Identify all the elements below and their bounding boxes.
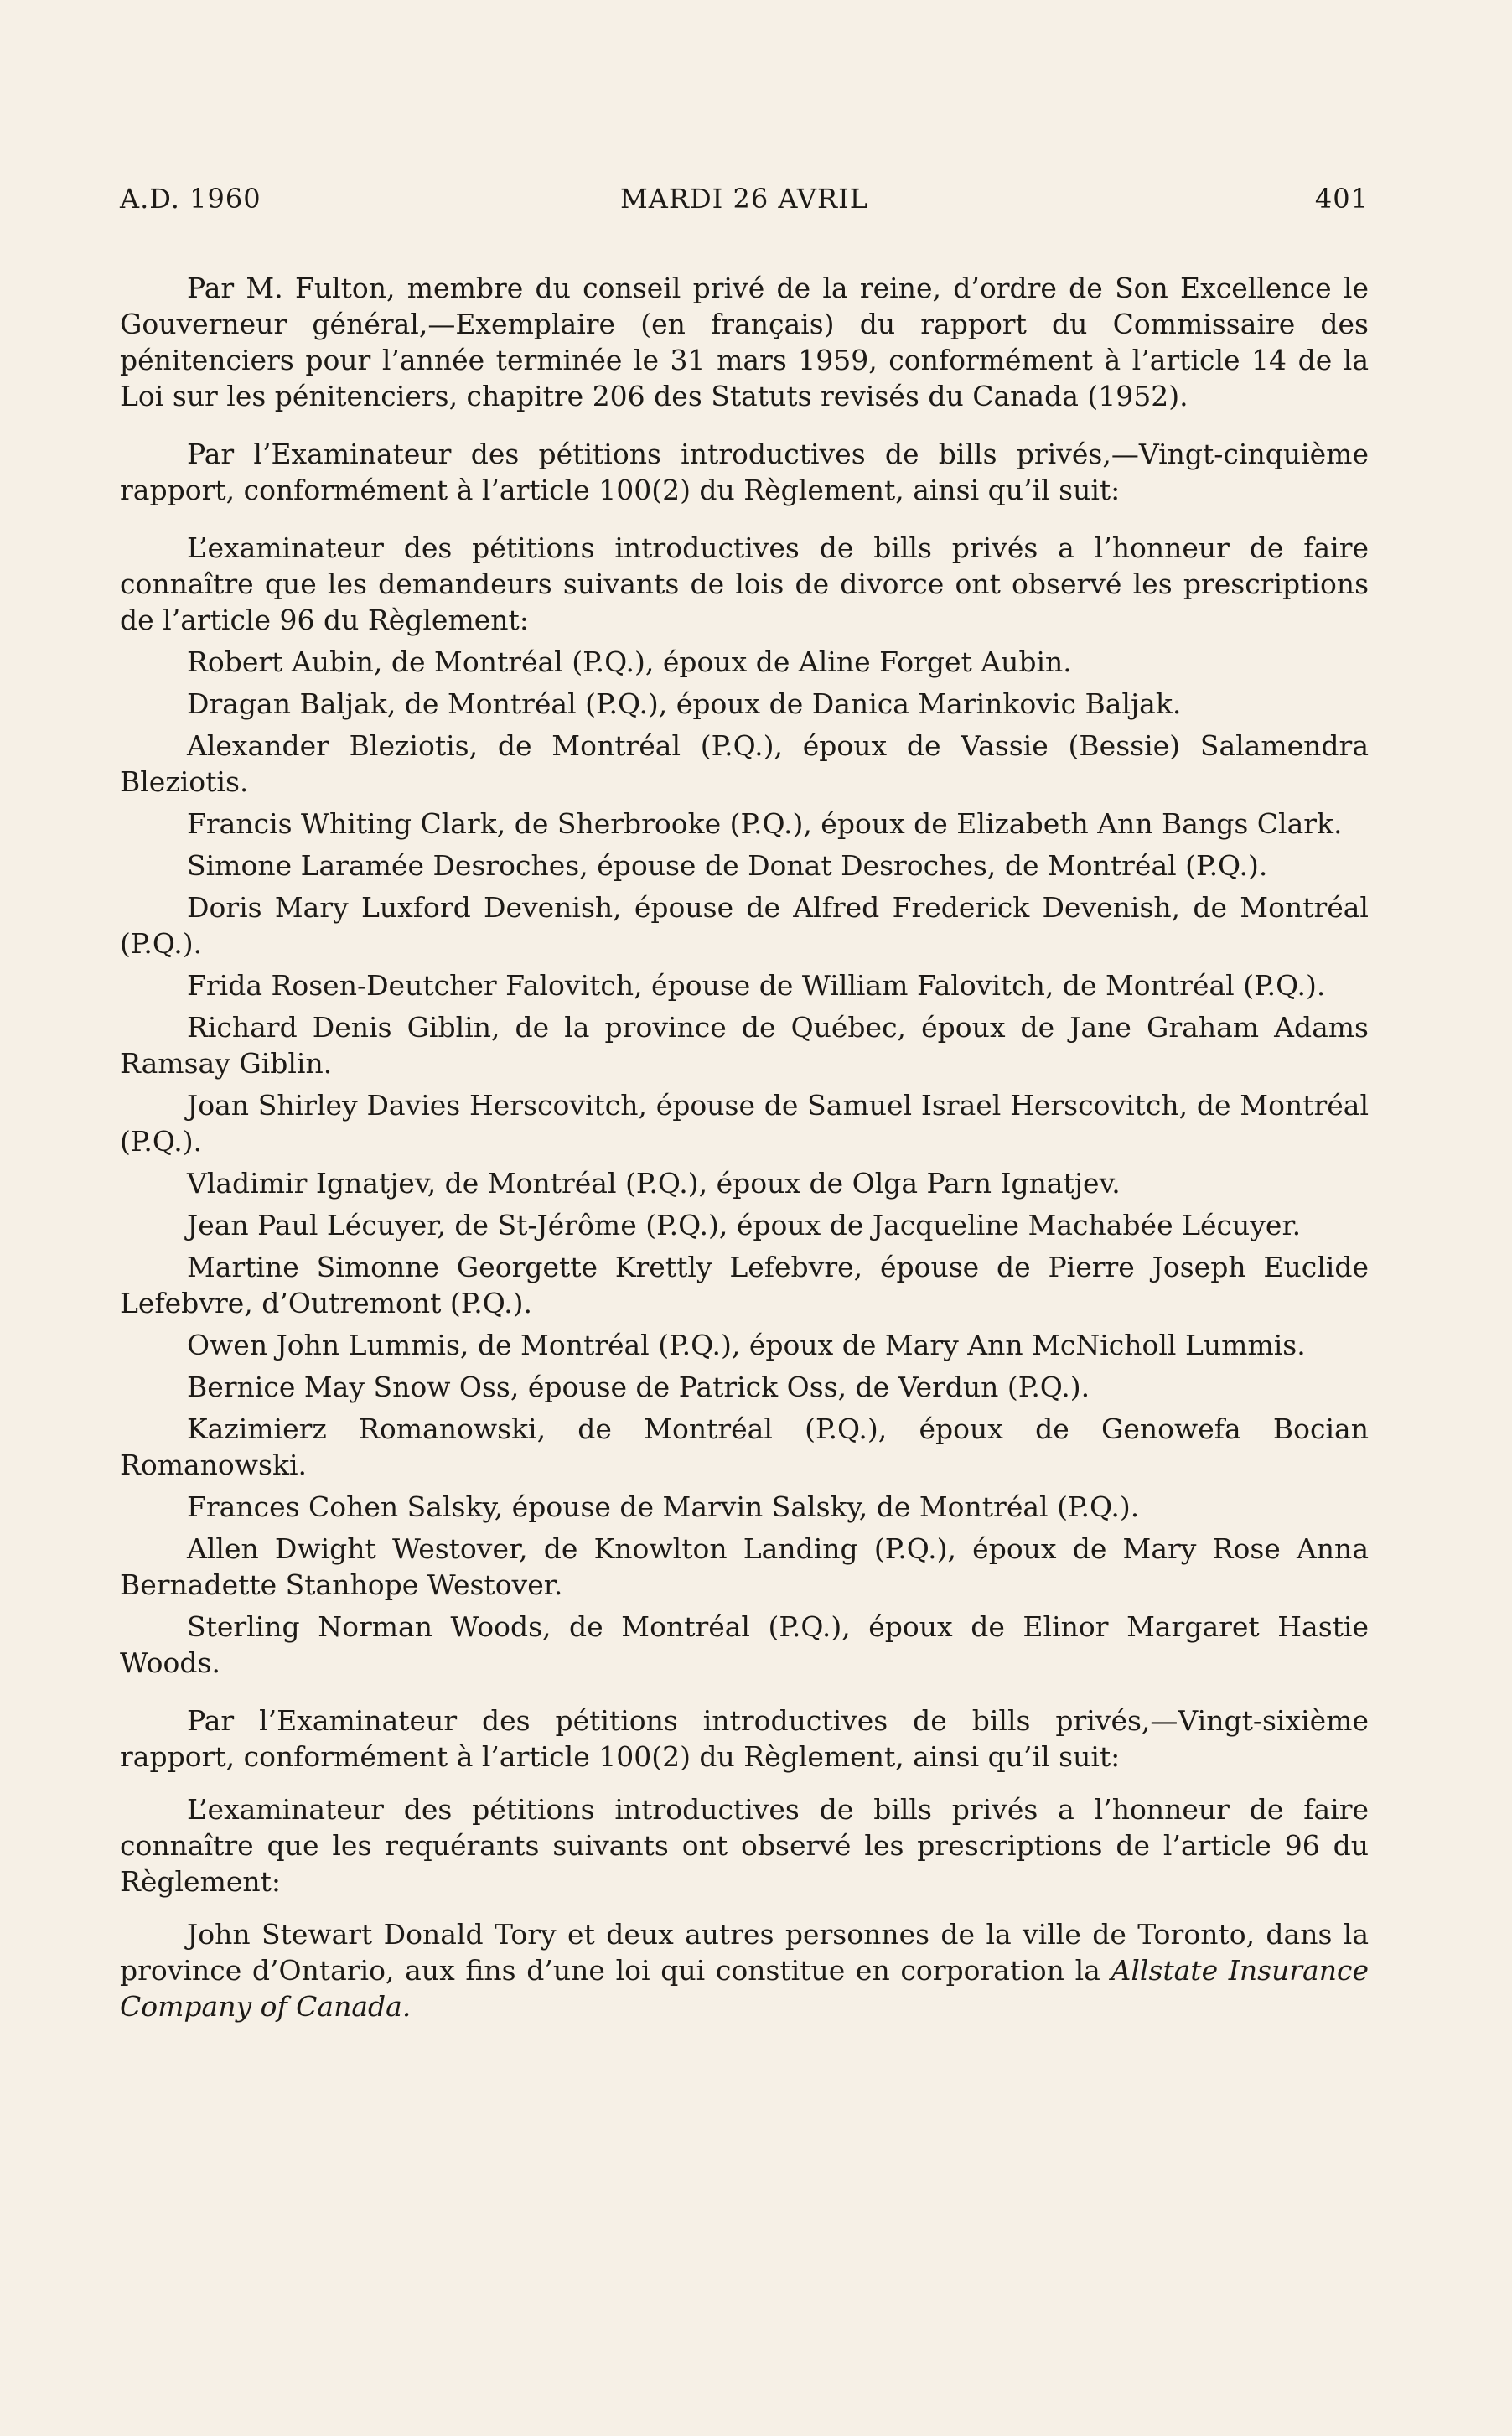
list-item: Sterling Norman Woods, de Montréal (P.Q.), époux de Elinor Margaret Hastie Woods. — [120, 1610, 1369, 1679]
paragraph-incorporation-intro: L’examinateur des pétitions introductives de bills privés a l’honneur de faire connaître que les requérants suivants ont observé les prescriptions de l’article 96 du Règlement: — [120, 1793, 1369, 1898]
paragraph-fulton-report: Par M. Fulton, membre du conseil privé de la reine, d’ordre de Son Excellence le Gouverneur général,—Exemplaire (en français) du rapport du Commissaire des pénitenciers pour l’année terminée le 31 mars 1959, conformément à l’article 14 de la Loi sur les pénitenciers, chapitre 206 des Statuts revisés du Canada (1952). — [120, 272, 1369, 412]
allstate-bill-text: John Stewart Donald Tory et deux autres personnes de la ville de Toronto, dans la province d’Ontario, aux fins d’une loi qui constitue en corporation la — [120, 1918, 1369, 1987]
header-date: MARDI 26 AVRIL — [620, 183, 868, 215]
list-item: Alexander Bleziotis, de Montréal (P.Q.), époux de Vassie (Bessie) Salamendra Bleziotis. — [120, 729, 1369, 798]
paragraph-allstate-bill — [120, 1916, 1369, 2024]
company-name: Allstate Insurance Company of Canada. — [120, 1954, 1369, 2023]
list-item: Kazimierz Romanowski, de Montréal (P.Q.), époux de Genowefa Bocian Romanowski. — [120, 1412, 1369, 1481]
list-item: Jean Paul Lécuyer, de St-Jérôme (P.Q.), époux de Jacqueline Machabée Lécuyer. — [187, 1209, 1302, 1241]
list-item: Bernice May Snow Oss, épouse de Patrick Oss, de Verdun (P.Q.). — [187, 1371, 1090, 1403]
petitioner-list — [120, 644, 1369, 1681]
list-item: Richard Denis Giblin, de la province de Québec, époux de Jane Graham Adams Ramsay Giblin. — [120, 1011, 1369, 1080]
list-item: Simone Laramée Desroches, épouse de Donat Desroches, de Montréal (P.Q.). — [187, 849, 1268, 882]
list-item: Vladimir Ignatjev, de Montréal (P.Q.), époux de Olga Parn Ignatjev. — [187, 1167, 1121, 1200]
page-header — [120, 183, 1369, 216]
page-number: 401 — [1314, 183, 1369, 215]
list-item: Joan Shirley Davies Herscovitch, épouse de Samuel Israel Herscovitch, de Montréal (P.Q.). — [120, 1089, 1369, 1158]
list-item: Frances Cohen Salsky, épouse de Marvin Salsky, de Montréal (P.Q.). — [187, 1490, 1140, 1523]
list-item: Martine Simonne Georgette Krettly Lefebvre, épouse de Pierre Joseph Euclide Lefebvre, d’Outremont (P.Q.). — [120, 1251, 1369, 1319]
paragraph-26th-report: Par l’Examinateur des pétitions introductives de bills privés,—Vingt-sixième rapport, conformément à l’article 100(2) du Règlement, ainsi qu’il suit: — [120, 1704, 1369, 1773]
paragraph-25th-report: Par l’Examinateur des pétitions introductives de bills privés,—Vingt-cinquième rapport, conformément à l’article 100(2) du Règlement, ainsi qu’il suit: — [120, 438, 1369, 506]
paragraph-divorce-intro: L’examinateur des pétitions introductives de bills privés a l’honneur de faire connaître que les demandeurs suivants de lois de divorce ont observé les prescriptions de l’article 96 du Règlement: — [120, 531, 1369, 636]
list-item: Francis Whiting Clark, de Sherbrooke (P.Q.), époux de Elizabeth Ann Bangs Clark. — [187, 807, 1343, 840]
page-body — [120, 270, 1369, 2024]
list-item: Robert Aubin, de Montréal (P.Q.), époux de Aline Forget Aubin. — [187, 645, 1072, 678]
list-item: Doris Mary Luxford Devenish, épouse de Alfred Frederick Devenish, de Montréal (P.Q.). — [120, 891, 1369, 960]
list-item: Frida Rosen-Deutcher Falovitch, épouse de William Falovitch, de Montréal (P.Q.). — [187, 969, 1326, 1002]
list-item: Allen Dwight Westover, de Knowlton Landing (P.Q.), époux de Mary Rose Anna Bernadette Stanhope Westover. — [120, 1532, 1369, 1601]
header-year: A.D. 1960 — [120, 183, 261, 215]
list-item: Owen John Lummis, de Montréal (P.Q.), époux de Mary Ann McNicholl Lummis. — [187, 1329, 1306, 1361]
list-item: Dragan Baljak, de Montréal (P.Q.), époux de Danica Marinkovic Baljak. — [187, 687, 1182, 720]
